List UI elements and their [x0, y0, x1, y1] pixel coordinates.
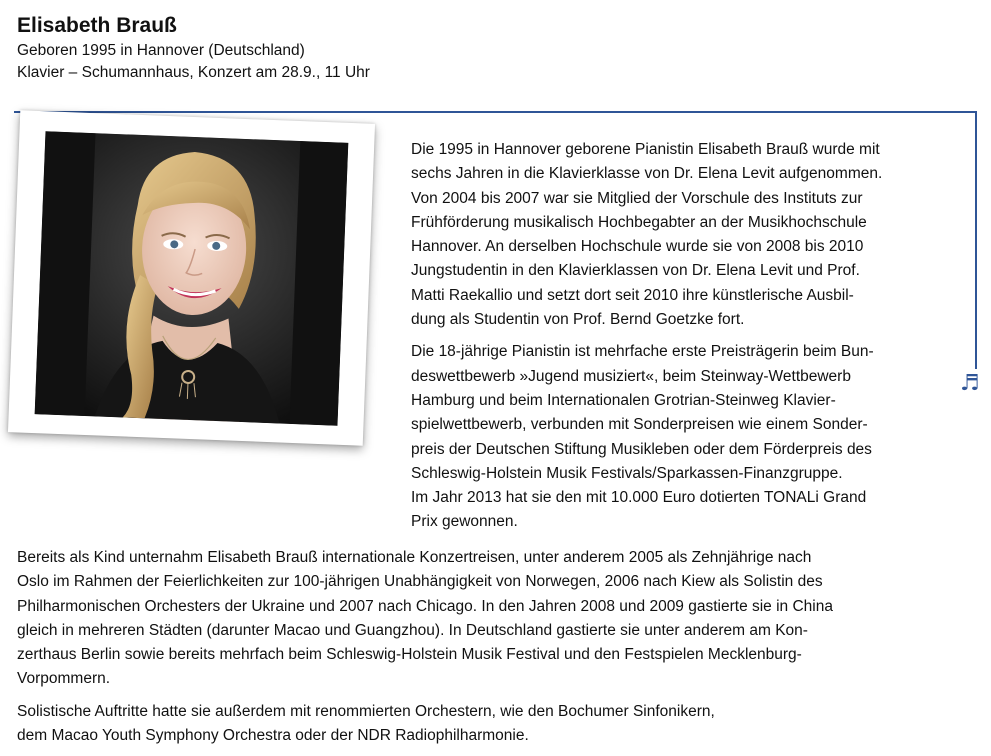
text-line: Jungstudentin in den Klavierklassen von Dr. Elena Levit und Prof.	[411, 262, 860, 280]
text-line: zerthaus Berlin sowie bereits mehrfach beim Schleswig-Holstein Musik Festival und den Festspielen Mecklenburg-	[17, 646, 802, 664]
bio-full-width	[17, 546, 977, 756]
text-line: Oslo im Rahmen der Feierlichkeiten zur 100-jährigen Unabhängigkeit von Norwegen, 2006 nach Kiew als Solistin des	[17, 573, 823, 591]
bio-column-right	[411, 138, 971, 543]
bio-paragraph-2	[411, 340, 971, 534]
text-line: Bereits als Kind unternahm Elisabeth Brauß internationale Konzertreisen, unter anderem 2005 als Zehnjährige nach	[17, 549, 812, 566]
photo-card	[8, 110, 375, 445]
bio-paragraph-4	[17, 700, 977, 749]
text-line: Im Jahr 2013 hat sie den mit 10.000 Euro dotierten TONALi Grand	[411, 489, 867, 507]
text-line: Von 2004 bis 2007 war sie Mitglied der Vorschule des Instituts zur	[411, 189, 863, 207]
text-line: Prix gewonnen.	[411, 513, 518, 531]
music-note-icon: ♬	[960, 371, 980, 396]
text-line: Die 18-jährige Pianistin ist mehrfache erste Preisträgerin beim Bun-	[411, 343, 874, 361]
bio-paragraph-3	[17, 546, 977, 692]
text-line: dung als Studentin von Prof. Bernd Goetzke fort.	[411, 311, 745, 329]
concert-info: Klavier – Schumannhaus, Konzert am 28.9., 11 Uhr	[17, 64, 370, 81]
portrait-illustration	[35, 131, 349, 425]
birth-info: Geboren 1995 in Hannover (Deutschland)	[17, 42, 305, 59]
text-line: preis der Deutschen Stiftung Musikleben oder dem Förderpreis des	[411, 440, 872, 458]
text-line: dem Macao Youth Symphony Orchestra oder der NDR Radiophilharmonie.	[17, 727, 529, 745]
bio-paragraph-1	[411, 138, 971, 332]
text-line: Matti Raekallio und setzt dort seit 2010 ihre künstlerische Ausbil-	[411, 286, 854, 304]
portrait-photo	[35, 131, 349, 425]
text-line: Die 1995 in Hannover geborene Pianistin Elisabeth Brauß wurde mit	[411, 141, 880, 158]
text-line: Hannover. An derselben Hochschule wurde sie von 2008 bis 2010	[411, 238, 864, 256]
text-line: spielwettbewerb, verbunden mit Sonderpreisen wie einem Sonder-	[411, 416, 868, 434]
text-line: Philharmonischen Orchesters der Ukraine und 2007 nach Chicago. In den Jahren 2008 und 2009 gastierte sie in China	[17, 597, 833, 615]
text-line: Vorpommern.	[17, 670, 111, 688]
header	[17, 12, 370, 84]
artist-name: Elisabeth Brauß	[17, 14, 177, 37]
text-line: Frühförderung musikalisch Hochbegabter an der Musikhochschule	[411, 213, 867, 231]
text-line: Schleswig-Holstein Musik Festivals/Sparkassen-Finanzgruppe.	[411, 464, 843, 482]
text-line: Solistische Auftritte hatte sie außerdem mit renommierten Orchestern, wie den Bochumer Sinfonikern,	[17, 702, 715, 720]
text-line: deswettbewerb »Jugend musiziert«, beim Steinway-Wettbewerb	[411, 367, 851, 385]
text-line: sechs Jahren in die Klavierklasse von Dr. Elena Levit aufgenommen.	[411, 165, 883, 183]
text-line: Hamburg und beim Internationalen Grotrian-Steinweg Klavier-	[411, 391, 836, 409]
text-line: gleich in mehreren Städten (darunter Macao und Guangzhou). In Deutschland gastierte sie unter anderem am Kon-	[17, 621, 808, 639]
